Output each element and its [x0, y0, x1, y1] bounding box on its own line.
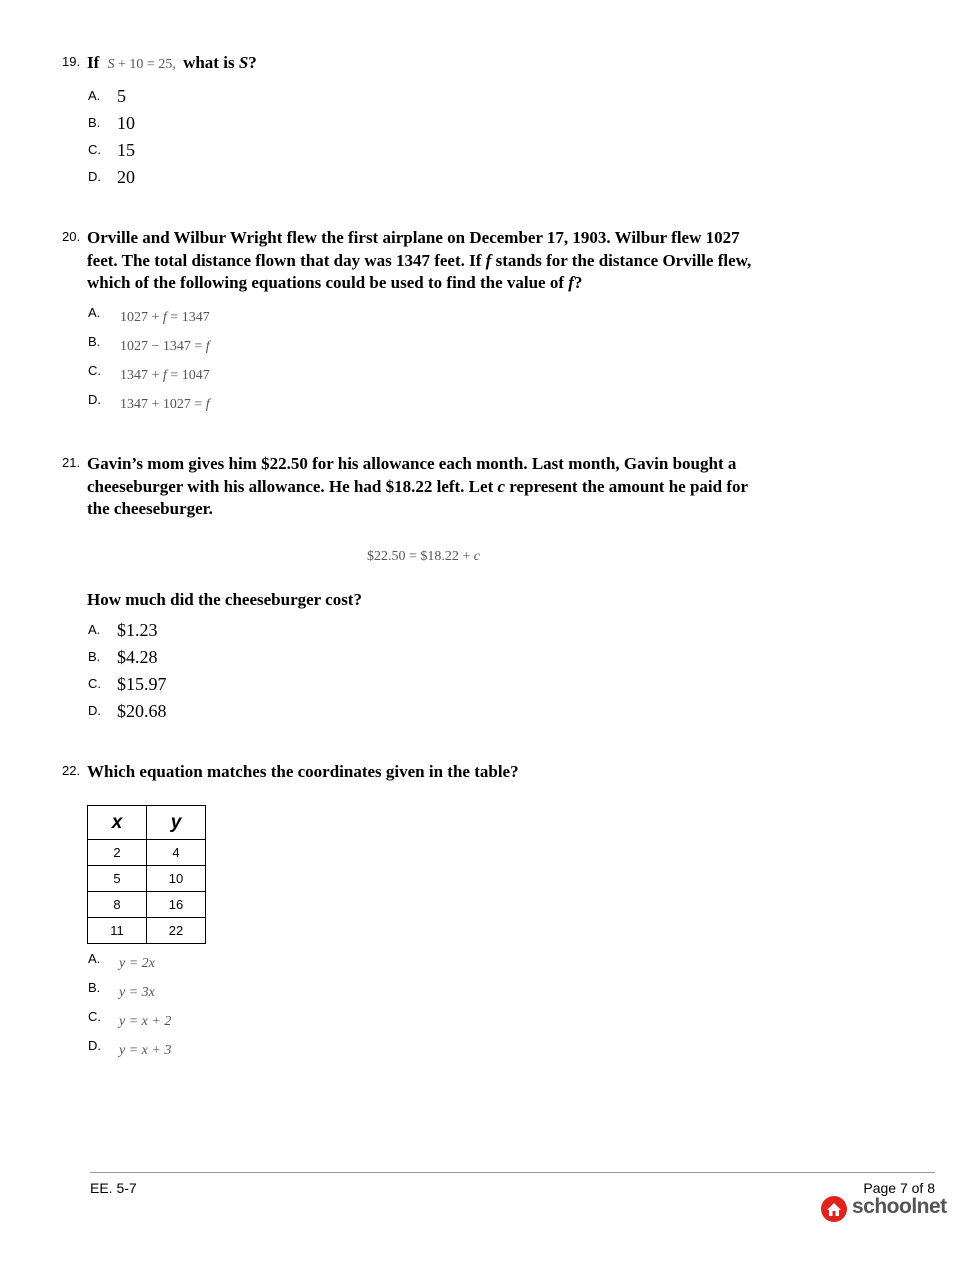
table-cell: 22	[147, 918, 206, 944]
option-label: B.	[88, 649, 101, 664]
option-equation[interactable]: y = 3x	[119, 985, 155, 1000]
option-label: D.	[88, 392, 101, 407]
option-label: A.	[88, 951, 101, 966]
question-text: Gavin’s mom gives him $22.50 for his allowance each month. Last month, Gavin bought a cheeseburger with his allowance. He had $18.22 left. Let c represent the amount he paid for the cheeseburger.	[87, 454, 749, 518]
option-label: D.	[88, 169, 101, 184]
brand-logo-text: schoolnet	[852, 1195, 947, 1218]
option-value[interactable]: $15.97	[117, 674, 167, 694]
option-equation[interactable]: y = x + 2	[119, 1014, 172, 1029]
option-equation[interactable]: y = x + 3	[119, 1043, 172, 1058]
option-value[interactable]: 5	[117, 86, 126, 106]
table-cell: 5	[88, 866, 147, 892]
option-value[interactable]: 10	[117, 113, 135, 133]
question-text: If S + 10 = 25, what is S?	[87, 53, 257, 72]
option-value[interactable]: 15	[117, 140, 135, 160]
option-label: A.	[88, 622, 101, 637]
table-row	[88, 918, 206, 944]
question-text: Orville and Wilbur Wright flew the first airplane on December 17, 1903. Wilbur flew 1027 feet. The total distance flown that day was 1347 feet. If f stands for the distance Orville flew, which of the following equations could be used to find the value of f?	[87, 228, 752, 292]
table-row	[88, 866, 206, 892]
table-row	[88, 840, 206, 866]
option-label: A.	[88, 305, 101, 320]
table-cell: 16	[147, 892, 206, 918]
option-label: C.	[88, 676, 101, 691]
inline-equation: S + 10 = 25,	[107, 57, 176, 72]
coordinates-table	[87, 805, 206, 944]
option-label: C.	[88, 1009, 101, 1024]
option-value[interactable]: $20.68	[117, 701, 167, 721]
option-equation[interactable]: 1347 + f = 1047	[120, 368, 210, 383]
option-label: B.	[88, 334, 101, 349]
option-label: D.	[88, 1038, 101, 1053]
given-equation: $22.50 = $18.22 + c	[367, 549, 481, 564]
question-number: 21.	[62, 455, 81, 470]
header-x: x	[88, 806, 147, 840]
page-indicator: Page 7 of 8	[863, 1180, 935, 1196]
table-row	[88, 892, 206, 918]
table-cell: 8	[88, 892, 147, 918]
question-number: 22.	[62, 763, 81, 778]
question-prefix: If	[87, 53, 100, 72]
question-number: 19.	[62, 54, 81, 69]
table-header-row	[88, 806, 206, 840]
table-cell: 10	[147, 866, 206, 892]
option-label: C.	[88, 363, 101, 378]
table-cell: 2	[88, 840, 147, 866]
option-label: A.	[88, 88, 101, 103]
option-value[interactable]: $1.23	[117, 620, 158, 640]
header-y: y	[147, 806, 206, 840]
option-label: B.	[88, 115, 101, 130]
option-value[interactable]: 20	[117, 167, 135, 187]
footer-divider	[90, 1172, 935, 1173]
option-value[interactable]: $4.28	[117, 647, 158, 667]
table-cell: 4	[147, 840, 206, 866]
question-text: Which equation matches the coordinates given in the table?	[87, 762, 519, 781]
option-equation[interactable]: 1347 + 1027 = f	[120, 397, 210, 412]
option-equation[interactable]: y = 2x	[119, 956, 155, 971]
question-number: 20.	[62, 229, 81, 244]
house-icon	[820, 1195, 848, 1223]
question-prompt: How much did the cheeseburger cost?	[87, 590, 362, 609]
option-equation[interactable]: 1027 + f = 1347	[120, 310, 210, 325]
table-cell: 11	[88, 918, 147, 944]
option-label: B.	[88, 980, 101, 995]
option-equation[interactable]: 1027 − 1347 = f	[120, 339, 210, 354]
footer-code: EE. 5-7	[90, 1180, 137, 1196]
option-label: C.	[88, 142, 101, 157]
option-label: D.	[88, 703, 101, 718]
